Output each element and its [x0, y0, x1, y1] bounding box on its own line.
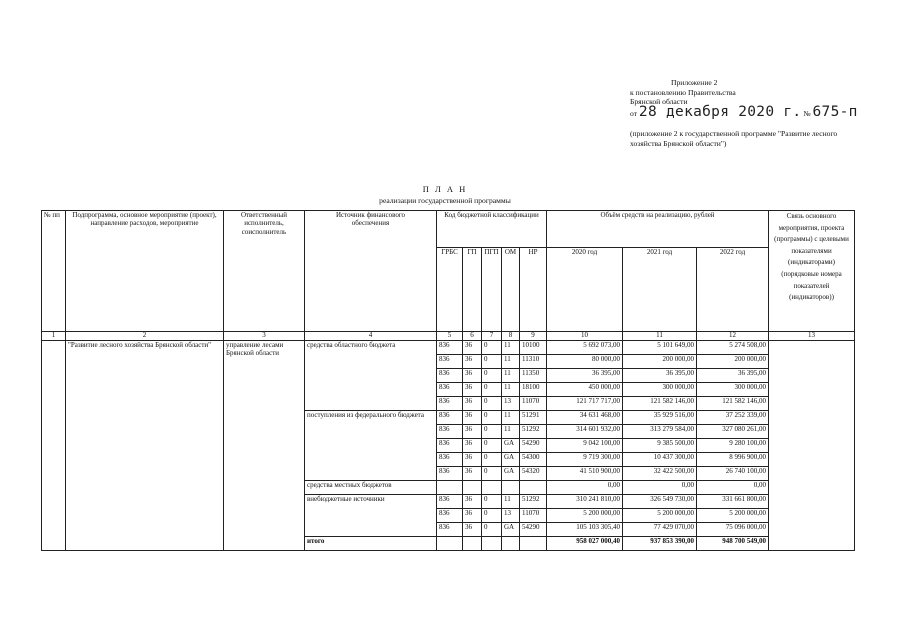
cell-om: 11	[502, 383, 520, 397]
cell-grbs: 836	[437, 355, 463, 369]
cell-2020: 0,00	[547, 481, 623, 495]
cell-nr: 54290	[520, 523, 547, 537]
cell-2020: 5 200 000,00	[547, 509, 623, 523]
cell-om: 13	[502, 397, 520, 411]
cell-om: GA	[502, 467, 520, 481]
cell-pgp: 0	[482, 495, 502, 509]
cell-pgp	[482, 481, 502, 495]
cell-program-name: "Развитие лесного хозяйства Брянской области"	[66, 341, 224, 551]
cell-pgp: 0	[482, 453, 502, 467]
cell-pgp: 0	[482, 509, 502, 523]
cell-2020: 314 601 932,00	[547, 425, 623, 439]
cell-om: 11	[502, 341, 520, 355]
cell-2021: 9 385 500,00	[623, 439, 697, 453]
cell-om	[502, 537, 520, 551]
cell-om: 11	[502, 425, 520, 439]
cell-nr: 54320	[520, 467, 547, 481]
cell-pgp: 0	[482, 523, 502, 537]
cell-2022: 331 661 800,00	[697, 495, 769, 509]
header-om: ОМ	[502, 248, 520, 332]
plan-subtitle: реализации государственной программы	[379, 196, 511, 205]
cell-pgp: 0	[482, 355, 502, 369]
cell-gp: 36	[463, 383, 482, 397]
appendix-resolution: к постановлению Правительства	[630, 87, 736, 97]
cell-grbs: 836	[437, 383, 463, 397]
header-subprogram: Подпрограмма, основное мероприятие (проект), направление расходов, мероприятие	[66, 211, 224, 332]
cell-2022: 300 000,00	[697, 383, 769, 397]
col-number: 8	[502, 332, 520, 341]
cell-om: 11	[502, 355, 520, 369]
plan-title: П Л А Н	[422, 184, 468, 194]
cell-2021: 0,00	[623, 481, 697, 495]
cell-gp: 36	[463, 495, 482, 509]
cell-2022: 5 200 000,00	[697, 509, 769, 523]
cell-pgp: 0	[482, 341, 502, 355]
cell-om: 13	[502, 509, 520, 523]
col-number: 4	[305, 332, 437, 341]
cell-source: внебюджетные источники	[305, 495, 437, 537]
cell-grbs: 836	[437, 397, 463, 411]
cell-om: 11	[502, 411, 520, 425]
cell-2022: 5 274 508,00	[697, 341, 769, 355]
cell-nr: 51292	[520, 425, 547, 439]
cell-source: средства местных бюджетов	[305, 481, 437, 495]
cell-2020: 80 000,00	[547, 355, 623, 369]
header-grbs: ГРБС	[437, 248, 463, 332]
cell-2021: 5 200 000,00	[623, 509, 697, 523]
header-nr: НР	[520, 248, 547, 332]
cell-om: 11	[502, 369, 520, 383]
cell-gp: 36	[463, 411, 482, 425]
cell-2022: 121 582 146,00	[697, 397, 769, 411]
col-number: 3	[224, 332, 305, 341]
header-volume: Объём средств на реализацию, рублей	[547, 211, 769, 248]
cell-pgp: 0	[482, 369, 502, 383]
cell-pgp: 0	[482, 411, 502, 425]
cell-grbs: 836	[437, 439, 463, 453]
header-2022: 2022 год	[697, 248, 769, 332]
header-indicators: Связь основного мероприятия, проекта (программы) с целевыми показателями (индикаторами) (порядковые номера показателей (индикаторов))	[769, 211, 855, 332]
cell-grbs: 836	[437, 495, 463, 509]
cell-om: GA	[502, 523, 520, 537]
cell-source: средства областного бюджета	[305, 341, 437, 411]
header-budget-code: Код бюджетной классификации	[437, 211, 547, 248]
cell-2021: 313 279 584,00	[623, 425, 697, 439]
cell-grbs: 836	[437, 411, 463, 425]
header-2021: 2021 год	[623, 248, 697, 332]
cell-2022: 200 000,00	[697, 355, 769, 369]
cell-2022: 327 080 261,00	[697, 425, 769, 439]
appendix-reference: (приложение 2 к государственной программе "Развитие лесного хозяйства Брянской области")	[630, 129, 838, 148]
cell-pgp: 0	[482, 467, 502, 481]
cell-nr: 11310	[520, 355, 547, 369]
cell-2021: 326 549 730,00	[623, 495, 697, 509]
cell-pgp: 0	[482, 383, 502, 397]
appendix-title: Приложение 2	[671, 78, 718, 87]
col-number: 7	[482, 332, 502, 341]
cell-nr: 11350	[520, 369, 547, 383]
number-sign: №	[803, 108, 811, 118]
cell-2022: 26 740 100,00	[697, 467, 769, 481]
cell-executor: управление лесами Брянской области	[224, 341, 305, 551]
cell-2020: 5 692 073,00	[547, 341, 623, 355]
cell-nr: 51291	[520, 411, 547, 425]
cell-2020: 9 042 100,00	[547, 439, 623, 453]
cell-grbs: 836	[437, 341, 463, 355]
cell-grbs: 836	[437, 523, 463, 537]
cell-2022: 36 395,00	[697, 369, 769, 383]
col-number: 6	[463, 332, 482, 341]
cell-nr: 54290	[520, 439, 547, 453]
col-number: 1	[42, 332, 66, 341]
col-number: 13	[769, 332, 855, 341]
col-number: 5	[437, 332, 463, 341]
cell-gp: 36	[463, 341, 482, 355]
cell-source: итого	[305, 537, 437, 551]
cell-2021: 10 437 300,00	[623, 453, 697, 467]
cell-gp: 36	[463, 439, 482, 453]
cell-gp: 36	[463, 369, 482, 383]
cell-2022: 0,00	[697, 481, 769, 495]
cell-2021: 36 395,00	[623, 369, 697, 383]
cell-grbs: 836	[437, 509, 463, 523]
col-number: 11	[623, 332, 697, 341]
cell-pgp: 0	[482, 425, 502, 439]
appendix-region: Брянской области	[630, 97, 688, 106]
cell-2022: 37 252 339,00	[697, 411, 769, 425]
table-row	[42, 341, 855, 355]
cell-grbs	[437, 481, 463, 495]
header-no: № пп	[42, 211, 66, 332]
col-number: 9	[520, 332, 547, 341]
cell-2020: 41 510 900,00	[547, 467, 623, 481]
cell-grbs: 836	[437, 453, 463, 467]
cell-2020: 450 000,00	[547, 383, 623, 397]
cell-indicators	[769, 341, 855, 551]
cell-gp: 36	[463, 523, 482, 537]
date-prefix: от	[630, 108, 638, 118]
cell-gp: 36	[463, 425, 482, 439]
header-executor: Ответственный исполнитель, соисполнитель	[224, 211, 305, 332]
handwritten-date: 28 декабря 2020 г.	[638, 103, 802, 120]
cell-nr	[520, 481, 547, 495]
cell-2020: 34 631 468,00	[547, 411, 623, 425]
header-2020: 2020 год	[547, 248, 623, 332]
cell-gp: 36	[463, 397, 482, 411]
cell-2021: 200 000,00	[623, 355, 697, 369]
cell-2021: 32 422 500,00	[623, 467, 697, 481]
col-number: 2	[66, 332, 224, 341]
cell-2021: 35 929 516,00	[623, 411, 697, 425]
cell-nr: 10100	[520, 341, 547, 355]
cell-pgp: 0	[482, 397, 502, 411]
cell-grbs: 836	[437, 425, 463, 439]
cell-nr: 54300	[520, 453, 547, 467]
cell-2022: 948 700 549,00	[697, 537, 769, 551]
col-number: 10	[547, 332, 623, 341]
cell-om: 11	[502, 495, 520, 509]
cell-2020: 9 719 300,00	[547, 453, 623, 467]
cell-gp: 36	[463, 355, 482, 369]
cell-2020: 121 717 717,00	[547, 397, 623, 411]
cell-grbs: 836	[437, 467, 463, 481]
handwritten-number: 675-п	[812, 103, 858, 120]
cell-2021: 937 853 390,00	[623, 537, 697, 551]
plan-table	[41, 210, 855, 551]
header-pgp: ПГП	[482, 248, 502, 332]
header-row-1	[42, 211, 855, 248]
cell-2020: 958 027 000,40	[547, 537, 623, 551]
cell-om: GA	[502, 453, 520, 467]
cell-grbs: 836	[437, 369, 463, 383]
cell-2020: 310 241 810,00	[547, 495, 623, 509]
cell-om: GA	[502, 439, 520, 453]
cell-gp: 36	[463, 453, 482, 467]
cell-gp	[463, 481, 482, 495]
cell-pgp	[482, 537, 502, 551]
header-source: Источник финансового обеспечения	[305, 211, 437, 332]
cell-grbs	[437, 537, 463, 551]
appendix-date-line	[630, 103, 890, 120]
cell-2021: 77 429 070,00	[623, 523, 697, 537]
cell-gp	[463, 537, 482, 551]
cell-gp: 36	[463, 467, 482, 481]
cell-2022: 8 996 900,00	[697, 453, 769, 467]
cell-2020: 36 395,00	[547, 369, 623, 383]
cell-gp: 36	[463, 509, 482, 523]
col-number: 12	[697, 332, 769, 341]
cell-source: поступления из федерального бюджета	[305, 411, 437, 481]
cell-no	[42, 341, 66, 551]
cell-2020: 105 103 305,40	[547, 523, 623, 537]
cell-2022: 9 280 100,00	[697, 439, 769, 453]
cell-nr: 18100	[520, 383, 547, 397]
cell-nr	[520, 537, 547, 551]
appendix-block	[630, 78, 890, 148]
cell-nr: 51292	[520, 495, 547, 509]
cell-2022: 75 096 000,00	[697, 523, 769, 537]
cell-2021: 121 582 146,00	[623, 397, 697, 411]
cell-nr: 11070	[520, 509, 547, 523]
cell-2021: 300 000,00	[623, 383, 697, 397]
column-numbers-row	[42, 332, 855, 341]
cell-nr: 11070	[520, 397, 547, 411]
cell-om	[502, 481, 520, 495]
cell-pgp: 0	[482, 439, 502, 453]
cell-2021: 5 101 649,00	[623, 341, 697, 355]
header-gp: ГП	[463, 248, 482, 332]
